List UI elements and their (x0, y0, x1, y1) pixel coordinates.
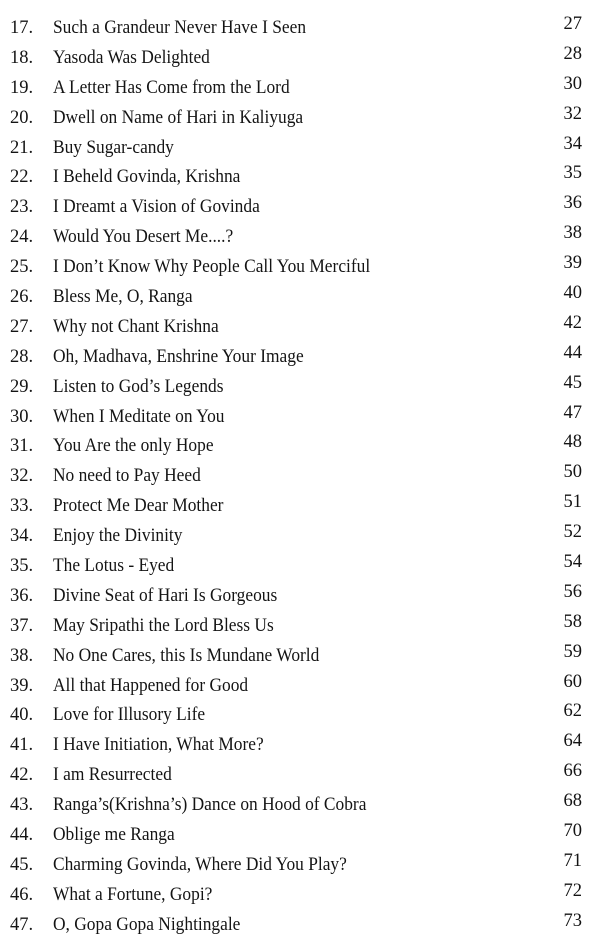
toc-entry (0, 403, 600, 433)
entry-number: 42. (10, 765, 34, 786)
toc-entry (0, 612, 600, 642)
entry-number: 45. (10, 854, 34, 875)
entry-page-number: 62 (563, 701, 582, 722)
entry-number: 40. (10, 705, 34, 726)
entry-page-number: 71 (563, 850, 582, 871)
entry-title: You Are the only Hope (53, 436, 214, 457)
entry-title: A Letter Has Come from the Lord (53, 77, 290, 98)
entry-title: Charming Govinda, Where Did You Play? (53, 854, 347, 875)
entry-page-number: 42 (563, 312, 582, 333)
entry-number: 43. (10, 795, 34, 816)
entry-number: 35. (10, 556, 34, 577)
entry-number: 30. (10, 406, 34, 427)
toc-entry (0, 134, 600, 164)
toc-entry (0, 851, 600, 881)
entry-page-number: 68 (563, 791, 582, 812)
entry-title: Dwell on Name of Hari in Kaliyuga (53, 107, 304, 128)
toc-entry (0, 193, 600, 223)
toc-entry (0, 522, 600, 552)
entry-title: No One Cares, this Is Mundane World (53, 645, 320, 666)
entry-number: 29. (10, 376, 34, 397)
toc-entry (0, 14, 600, 44)
toc-entry (0, 881, 600, 911)
entry-number: 36. (10, 585, 34, 606)
entry-number: 25. (10, 257, 34, 278)
entry-number: 24. (10, 227, 34, 248)
entry-title: Bless Me, O, Ranga (53, 287, 193, 308)
entry-number: 46. (10, 884, 34, 905)
toc-entry (0, 642, 600, 672)
entry-title: Yasoda Was Delighted (53, 47, 210, 68)
toc-entry (0, 253, 600, 283)
entry-title: Why not Chant Krishna (53, 316, 219, 337)
entry-number: 44. (10, 825, 34, 846)
entry-page-number: 72 (563, 880, 582, 901)
toc-entry (0, 74, 600, 104)
toc-entry (0, 492, 600, 522)
entry-title: I Beheld Govinda, Krishna (53, 167, 241, 188)
entry-number: 32. (10, 466, 34, 487)
entry-page-number: 30 (563, 73, 582, 94)
entry-title: May Sripathi the Lord Bless Us (53, 615, 274, 636)
entry-number: 31. (10, 436, 34, 457)
entry-title: I Don’t Know Why People Call You Merciful (53, 257, 371, 278)
entry-number: 22. (10, 167, 34, 188)
toc-entry (0, 731, 600, 761)
entry-title: Buy Sugar-candy (53, 137, 174, 158)
entry-title: All that Happened for Good (53, 675, 249, 696)
entry-number: 27. (10, 316, 34, 337)
toc-entry (0, 821, 600, 851)
toc-entry (0, 163, 600, 193)
entry-page-number: 39 (563, 253, 582, 274)
toc-entry (0, 701, 600, 731)
entry-title: Enjoy the Divinity (53, 526, 183, 547)
entry-title: O, Gopa Gopa Nightingale (53, 914, 241, 935)
entry-number: 28. (10, 346, 34, 367)
toc-entry (0, 672, 600, 702)
entry-title: Oh, Madhava, Enshrine Your Image (53, 346, 304, 367)
entry-page-number: 66 (563, 761, 582, 782)
entry-page-number: 47 (563, 402, 582, 423)
entry-title: Listen to God’s Legends (53, 376, 224, 397)
entry-title: Ranga’s(Krishna’s) Dance on Hood of Cobra (53, 795, 367, 816)
toc-entry (0, 791, 600, 821)
entry-page-number: 59 (563, 641, 582, 662)
entry-page-number: 48 (563, 432, 582, 453)
toc-entry (0, 552, 600, 582)
entry-page-number: 35 (563, 163, 582, 184)
entry-page-number: 73 (563, 910, 582, 931)
entry-number: 23. (10, 197, 34, 218)
entry-page-number: 54 (563, 552, 582, 573)
entry-number: 41. (10, 735, 34, 756)
entry-page-number: 51 (563, 492, 582, 513)
toc-entry (0, 104, 600, 134)
entry-page-number: 52 (563, 522, 582, 543)
entry-page-number: 45 (563, 372, 582, 393)
entry-number: 34. (10, 526, 34, 547)
entry-title: Love for Illusory Life (53, 705, 206, 726)
entry-number: 37. (10, 615, 34, 636)
entry-number: 21. (10, 137, 34, 158)
entry-number: 17. (10, 18, 34, 38)
entry-title: No need to Pay Heed (53, 466, 201, 487)
entry-page-number: 36 (563, 193, 582, 214)
entry-number: 39. (10, 675, 34, 696)
entry-page-number: 70 (563, 821, 582, 842)
entry-page-number: 44 (563, 342, 582, 363)
entry-page-number: 60 (563, 671, 582, 692)
entry-title: What a Fortune, Gopi? (53, 884, 213, 905)
entry-number: 26. (10, 287, 34, 308)
entry-page-number: 34 (563, 133, 582, 154)
entry-page-number: 64 (563, 731, 582, 752)
entry-title: Would You Desert Me....? (53, 227, 234, 248)
toc-entry (0, 223, 600, 253)
toc-entry (0, 761, 600, 791)
table-of-contents (0, 14, 600, 941)
entry-title: The Lotus - Eyed (53, 556, 175, 577)
entry-title: When I Meditate on You (53, 406, 225, 427)
entry-page-number: 40 (563, 283, 582, 304)
toc-entry (0, 313, 600, 343)
entry-page-number: 38 (563, 223, 582, 244)
entry-number: 47. (10, 914, 34, 935)
entry-page-number: 27 (563, 14, 582, 34)
toc-entry (0, 283, 600, 313)
toc-entry (0, 373, 600, 403)
entry-title: I Dreamt a Vision of Govinda (53, 197, 260, 218)
entry-page-number: 56 (563, 581, 582, 602)
entry-title: I Have Initiation, What More? (53, 735, 264, 756)
entry-page-number: 50 (563, 462, 582, 483)
entry-number: 18. (10, 47, 34, 68)
entry-title: Divine Seat of Hari Is Gorgeous (53, 585, 278, 606)
entry-page-number: 32 (563, 103, 582, 124)
entry-page-number: 28 (563, 43, 582, 64)
toc-entry (0, 432, 600, 462)
entry-title: I am Resurrected (53, 765, 172, 786)
toc-entry (0, 343, 600, 373)
toc-entry (0, 44, 600, 74)
entry-title: Protect Me Dear Mother (53, 496, 224, 517)
toc-entry (0, 582, 600, 612)
entry-page-number: 58 (563, 611, 582, 632)
toc-entry (0, 462, 600, 492)
entry-title: Such a Grandeur Never Have I Seen (53, 18, 307, 38)
entry-number: 33. (10, 496, 34, 517)
entry-number: 38. (10, 645, 34, 666)
toc-entry (0, 911, 600, 941)
entry-number: 19. (10, 77, 34, 98)
entry-number: 20. (10, 107, 34, 128)
entry-title: Oblige me Ranga (53, 825, 175, 846)
